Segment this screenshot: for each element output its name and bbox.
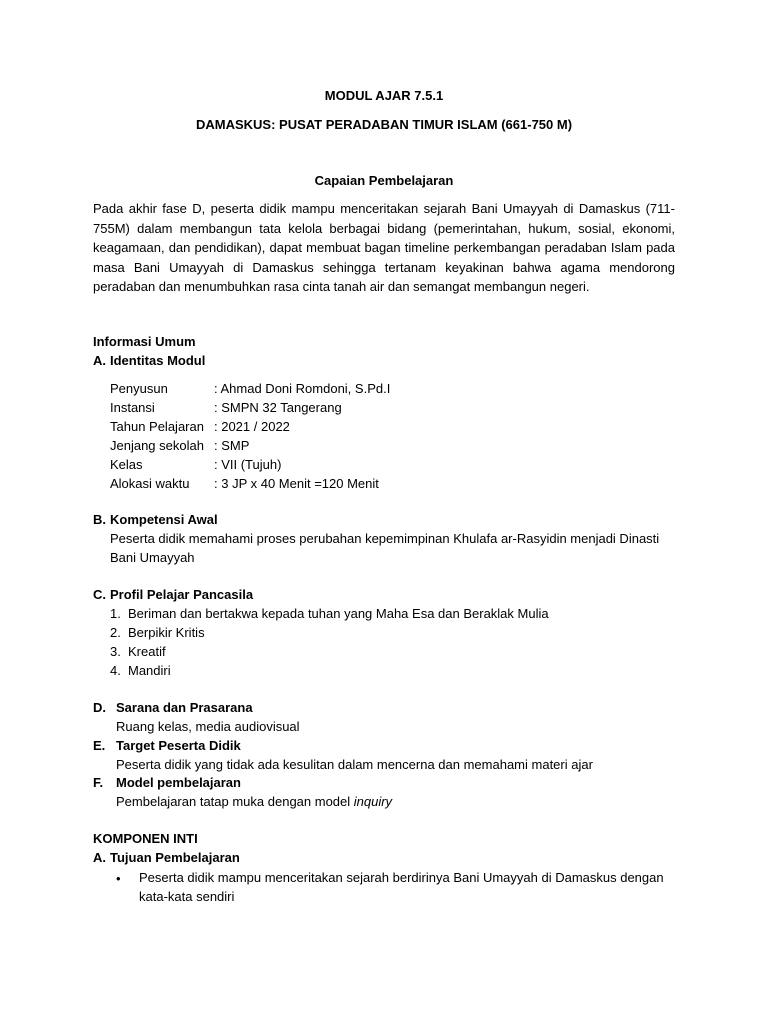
list-item — [110, 661, 171, 680]
section-f-heading — [93, 773, 241, 792]
list-item-text: Kreatif — [128, 644, 166, 659]
list-item-number: 2. — [110, 625, 121, 640]
module-subtitle: DAMASKUS: PUSAT PERADABAN TIMUR ISLAM (661-750 M) — [195, 117, 573, 132]
section-d-heading — [93, 698, 253, 717]
capaian-heading: Capaian Pembelajaran — [314, 173, 454, 188]
list-item-number: 3. — [110, 644, 121, 659]
section-c-marker: C. — [93, 587, 106, 602]
identitas-value: : SMPN 32 Tangerang — [214, 400, 342, 415]
section-e-heading — [93, 736, 241, 755]
section-b-marker: B. — [93, 512, 106, 527]
section-a-heading — [93, 351, 205, 370]
kompetensi-awal-line-2: Bani Umayyah — [110, 550, 195, 565]
identitas-value: : SMP — [214, 438, 250, 453]
bullet-icon: • — [116, 871, 121, 886]
section-e-label: Target Peserta Didik — [116, 738, 241, 753]
list-item — [110, 623, 205, 642]
identitas-key: Tahun Pelajaran — [110, 419, 204, 434]
identitas-value: : 3 JP x 40 Menit =120 Menit — [214, 476, 379, 491]
kompetensi-awal-line-1: Peserta didik memahami proses perubahan kepemimpinan Khulafa ar-Rasyidin menjadi Dinasti — [110, 531, 660, 546]
section-a-marker: A. — [93, 353, 106, 368]
identitas-row — [110, 379, 390, 398]
section-a-label: Identitas Modul — [110, 353, 206, 368]
identitas-key: Alokasi waktu — [110, 476, 190, 491]
identitas-row — [110, 436, 390, 455]
tujuan-marker: A. — [93, 850, 106, 865]
section-b-heading — [93, 510, 218, 529]
identitas-row — [110, 474, 390, 493]
model-text-prefix: Pembelajaran tatap muka dengan model — [116, 794, 354, 809]
identitas-row — [110, 417, 390, 436]
list-item — [110, 642, 166, 661]
identitas-key: Kelas — [110, 457, 143, 472]
list-item-text: Berpikir Kritis — [128, 625, 205, 640]
identitas-key: Instansi — [110, 400, 155, 415]
section-c-heading — [93, 585, 253, 604]
section-d-label: Sarana dan Prasarana — [116, 700, 253, 715]
target-text: Peserta didik yang tidak ada kesulitan dalam mencerna dan memahami materi ajar — [116, 757, 593, 772]
identitas-key: Jenjang sekolah — [110, 438, 204, 453]
model-text-italic: inquiry — [353, 794, 393, 809]
tujuan-text: Peserta didik mampu menceritakan sejarah berdirinya Bani Umayyah di Damaskus dengan kata-kata sendiri — [139, 870, 664, 904]
tujuan-heading — [93, 848, 240, 867]
komponen-inti-heading: KOMPONEN INTI — [93, 831, 198, 846]
section-f-label: Model pembelajaran — [116, 775, 241, 790]
tujuan-label: Tujuan Pembelajaran — [110, 850, 240, 865]
capaian-paragraph: Pada akhir fase D, peserta didik mampu menceritakan sejarah Bani Umayyah di Damaskus (711-755M) dalam membangun tata kelola berbagai bidang (pemerintahan, hukum, sosial, ekonomi, keagamaan, dan pendidikan), dapat membuat bagan timeline perkembangan peradaban Islam pada masa Bani Umayyah di Damaskus sehingga tertanam keyakinan bahwa agama mendorong peradaban dan menumbuhkan rasa cinta tanah air dan semangat membangun negeri. — [93, 201, 675, 294]
list-item-text: Beriman dan bertakwa kepada tuhan yang Maha Esa dan Beraklak Mulia — [128, 606, 549, 621]
section-d-marker: D. — [93, 700, 106, 715]
identitas-value: : VII (Tujuh) — [214, 457, 282, 472]
list-item — [110, 604, 549, 623]
informasi-umum-heading: Informasi Umum — [93, 334, 196, 349]
module-title: MODUL AJAR 7.5.1 — [324, 88, 444, 103]
identitas-row — [110, 398, 390, 417]
identitas-value: : Ahmad Doni Romdoni, S.Pd.I — [214, 381, 391, 396]
list-item-number: 1. — [110, 606, 121, 621]
model-text — [116, 792, 392, 811]
section-e-marker: E. — [93, 738, 106, 753]
section-b-label: Kompetensi Awal — [110, 512, 218, 527]
identitas-list — [110, 379, 390, 493]
section-f-marker: F. — [93, 775, 104, 790]
identitas-row — [110, 455, 390, 474]
identitas-value: : 2021 / 2022 — [214, 419, 290, 434]
list-item-text: Mandiri — [128, 663, 171, 678]
list-item-number: 4. — [110, 663, 121, 678]
sarana-text: Ruang kelas, media audiovisual — [116, 719, 300, 734]
identitas-key: Penyusun — [110, 381, 168, 396]
section-c-label: Profil Pelajar Pancasila — [110, 587, 254, 602]
